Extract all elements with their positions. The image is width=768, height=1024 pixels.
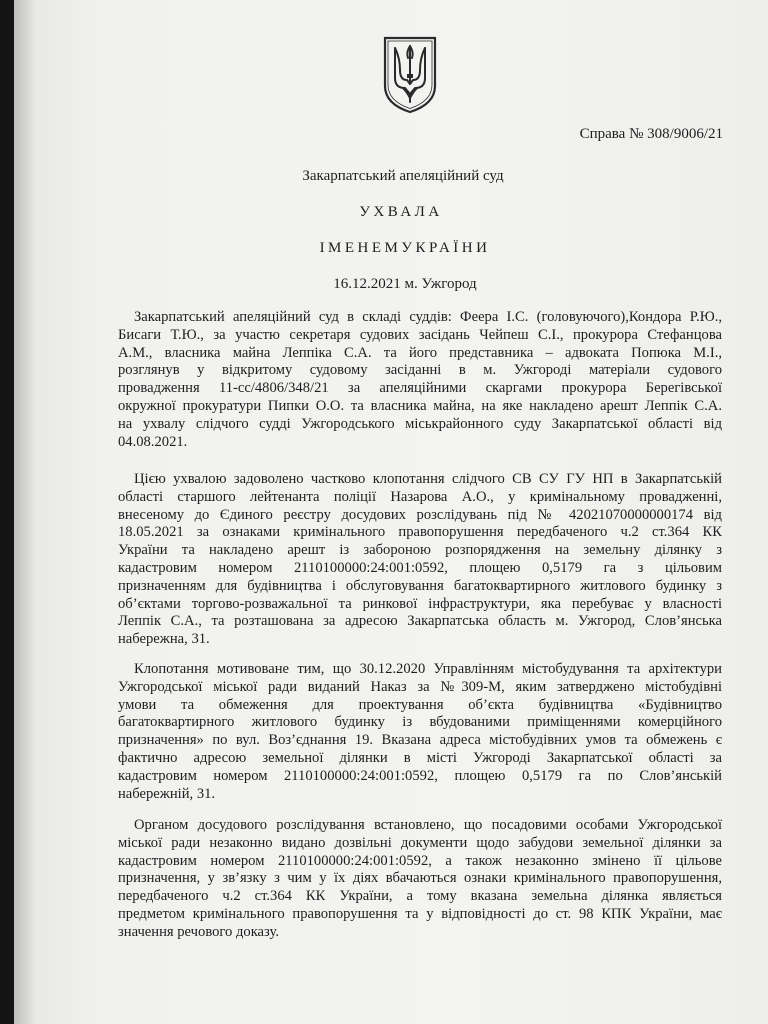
paragraph-line: 18.05.2021 за ознаками кримінального правопорушення передбаченого ч.2 ст.364 КК: [118, 524, 722, 541]
paragraph-line: кадастровим номером 2110100000:24:001:0592, площею 0,5179 га з цільовим: [118, 559, 722, 576]
paragraph-court-composition: [118, 309, 722, 451]
paragraph-line: Ужгородської міської ради виданий Наказ за №309-М, яким затверджено містобудівні: [118, 678, 722, 695]
paragraph-line: Закарпатський апеляційний суд в складі суддів: Феера І.С. (головуючого),Кондора Р.Ю.,: [134, 309, 722, 325]
paragraph-line: провадження 11-сс/4806/348/21 за апеляційними скаргами прокурора Берегівської: [118, 380, 722, 397]
date-and-place: 16.12.2021 м. Ужгород: [333, 276, 477, 292]
paragraph-line: передбаченого ч.2 ст.364 КК України, а тому вказана земельна ділянка являється: [118, 888, 722, 905]
paragraph-line: Цією ухвалою задоволено частково клопотання слідчого СВ СУ ГУ НП в Закарпатській: [134, 471, 722, 487]
court-name: Закарпатський апеляційний суд: [302, 168, 504, 184]
document-page: [14, 0, 768, 1024]
paragraph-line: 04.08.2021.: [118, 433, 188, 450]
paragraph-line: кадастровим номером 2110100000:24:001:0592, а також незаконно змінено її цільове: [118, 852, 722, 869]
paragraph-line: Клопотання мотивоване тим, що 30.12.2020 Управлінням містобудування та архітектури: [134, 661, 722, 677]
paragraph-line: Органом досудового розслідування встановлено, що посадовими особами Ужгородської: [134, 817, 722, 833]
paragraph-line: значення речового доказу.: [118, 923, 279, 940]
paragraph-line: України та накладено арешт із забороною розпорядження на земельну ділянку з: [118, 542, 722, 559]
paragraph-line: фактично адресою земельної ділянки в місті Ужгороді Закарпатської області за: [118, 749, 722, 766]
paragraph-line: призначення, у зв’язку з чим у їх діях вбачаються ознаки кримінального правопорушення,: [118, 870, 722, 887]
case-number: Справа № 308/9006/21: [579, 126, 723, 142]
paragraph-line: окружної прокуратури Пипки О.О. та власника майна, на яке накладено арешт Леппік С.А.: [118, 397, 722, 414]
paragraph-line: Бисаги Т.Ю., за участю секретаря судових засідань Чейпеш С.І., прокурора Стефанцова: [118, 326, 722, 343]
paragraph-line: міської ради незаконно видано дозвільні документи щодо забудови земельної ділянки за: [118, 834, 722, 851]
paragraph-line: предметом кримінального правопорушення та у відповідності до ст. 98 КПК України, має: [118, 905, 722, 922]
in-the-name-heading: ІМЕНЕМУКРАЇНИ: [319, 240, 491, 256]
paragraph-investigation-findings: [118, 817, 722, 942]
paragraph-line: призначенням для будівництва і обслуговування багатоквартирного житлового будинку з: [118, 577, 722, 594]
paragraph-line: на ухвалу слідчого судді Ужгородського міськрайонного суду Закарпатської області від: [118, 415, 722, 432]
paragraph-ruling-summary: [118, 471, 722, 649]
document-type: УХВАЛА: [359, 204, 443, 220]
paragraph-line: розглянув у відкритому судовому засіданні в м. Ужгороді матеріали судового: [118, 362, 722, 379]
paragraph-line: набережна, 31.: [118, 631, 210, 648]
paragraph-line: умови та обмеження для проектування об’єкта будівництва «Будівництво: [118, 696, 722, 713]
paragraph-line: області старшого лейтенанта поліції Назарова А.О., у кримінальному провадженні,: [118, 488, 722, 505]
paragraph-line: призначення» по вул. Воз’єднання 19. Вказана адреса містобудівних умов та обмежень є: [118, 732, 722, 749]
paragraph-motion-reasoning: [118, 661, 722, 803]
paragraph-line: кадастровим номером 2110100000:24:001:0592, площею 0,5179 га по Слов’янській: [118, 767, 722, 784]
paragraph-line: багатоквартирного житлового будинку із вбудованими приміщеннями комерційного: [118, 714, 722, 731]
paragraph-line: набережній, 31.: [118, 785, 216, 802]
paragraph-line: об’єктами торгово-розважальної та ринкової інфраструктури, яка перебуває у власності: [118, 595, 722, 612]
trident-coat-of-arms-icon: [381, 34, 439, 114]
paragraph-line: А.М., власника майна Леппіка С.А. та його представника – адвоката Попюка М.І.,: [118, 344, 722, 361]
paragraph-line: внесеному до Єдиного реєстру досудових розслідувань під № 42021070000000174 від: [118, 506, 722, 523]
page-edge-shadow: [14, 0, 36, 1024]
paragraph-line: Леппік С.А., та розташована за адресою Закарпатська область м. Ужгород, Слов’янська: [118, 613, 722, 630]
